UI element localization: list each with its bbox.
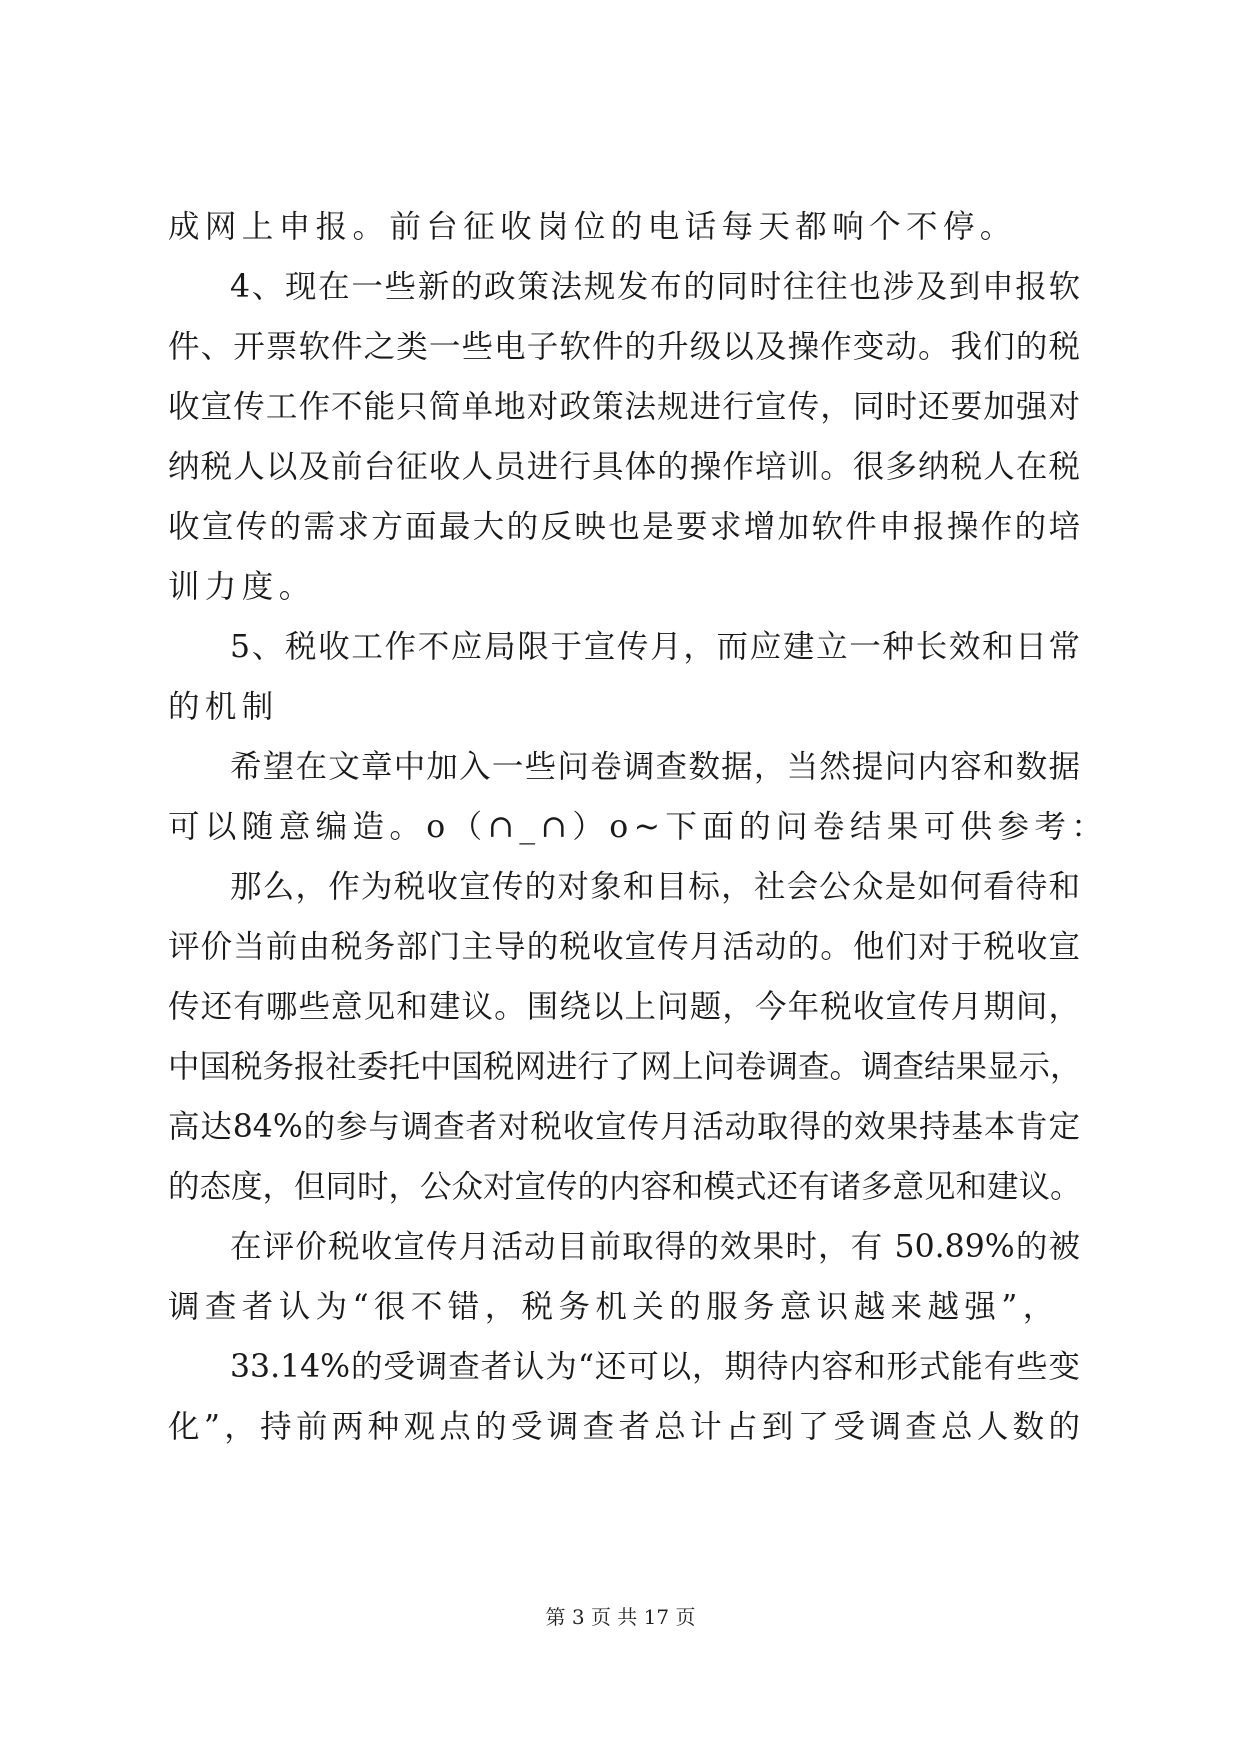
text-line: 成网上申报。前台征收岗位的电话每天都响个不停。 bbox=[168, 209, 1017, 245]
text-line: 纳税人以及前台征收人员进行具体的操作培训。很多纳税人在税 bbox=[168, 449, 1080, 485]
text-line: 那么，作为税收宣传的对象和目标，社会公众是如何看待和 bbox=[230, 869, 1080, 905]
text-line: 可以随意编造。o（∩_∩）o~下面的问卷结果可供参考： bbox=[168, 809, 1109, 845]
text-line: 收宣传的需求方面最大的反映也是要求增加软件申报操作的培 bbox=[168, 509, 1080, 545]
text-line: 高达84%的参与调查者对税收宣传月活动取得的效果持基本肯定 bbox=[168, 1109, 1080, 1145]
text-line: 件、开票软件之类一些电子软件的升级以及操作变动。我们的税 bbox=[168, 329, 1080, 365]
text-line: 传还有哪些意见和建议。围绕以上问题，今年税收宣传月期间， bbox=[168, 989, 1080, 1025]
text-line: 收宣传工作不能只简单地对政策法规进行宣传，同时还要加强对 bbox=[168, 389, 1080, 425]
text-line: 的态度，但同时，公众对宣传的内容和模式还有诸多意见和建议。 bbox=[168, 1169, 1082, 1205]
text-line: 希望在文章中加入一些问卷调查数据，当然提问内容和数据 bbox=[230, 749, 1080, 785]
text-line: 在评价税收宣传月活动目前取得的效果时，有 50.89%的被 bbox=[230, 1229, 1080, 1265]
text-line: 调查者认为“很不错，税务机关的服务意识越来越强”， bbox=[168, 1289, 1060, 1325]
text-line: 中国税务报社委托中国税网进行了网上问卷调查。调查结果显示， bbox=[168, 1049, 1082, 1085]
text-line: 化”，持前两种观点的受调查者总计占到了受调查总人数的 bbox=[168, 1409, 1080, 1445]
text-line: 33.14%的受调查者认为“还可以，期待内容和形式能有些变 bbox=[230, 1349, 1080, 1385]
text-line: 评价当前由税务部门主导的税收宣传月活动的。他们对于税收宣 bbox=[168, 929, 1080, 965]
text-line: 5、税收工作不应局限于宣传月，而应建立一种长效和日常 bbox=[230, 629, 1080, 665]
text-line: 的机制 bbox=[168, 689, 279, 725]
text-line: 4、现在一些新的政策法规发布的同时往往也涉及到申报软 bbox=[230, 269, 1080, 305]
text-line: 训力度。 bbox=[168, 569, 316, 605]
page-number-footer: 第 3 页 共 17 页 bbox=[545, 1605, 696, 1629]
